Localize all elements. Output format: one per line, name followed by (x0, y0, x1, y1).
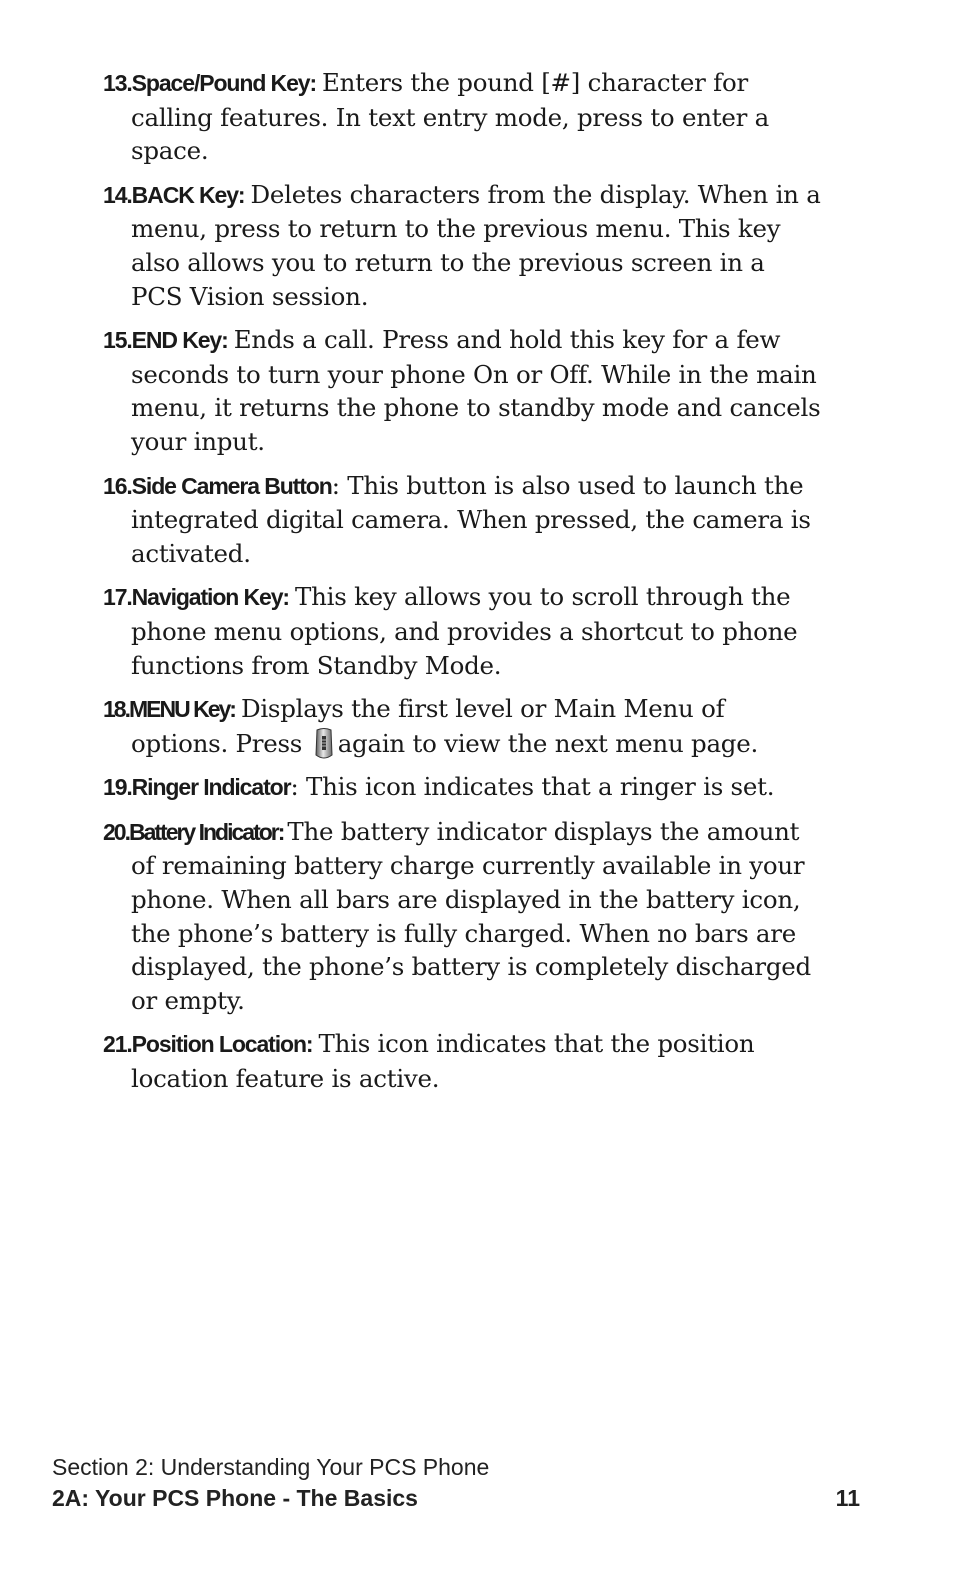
key-descriptions-list (103, 66, 823, 1106)
list-item (103, 1027, 823, 1095)
item-label: 19.Ringer Indicator (103, 774, 291, 801)
item-text: This key allows you to scroll through the phone menu options, and provides a shortcut to phone functions from Standby Mode. (131, 582, 798, 680)
list-item (103, 580, 823, 682)
list-item (103, 469, 823, 571)
item-text: Ends a call. Press and hold this key for a few seconds to turn your phone On or Off. While in the main menu, it returns the phone to standby mode and cancels your input. (131, 325, 821, 456)
item-text: This icon indicates that the position location feature is active. (131, 1029, 755, 1094)
item-label: 14.BACK Key: (103, 181, 245, 208)
item-text: Enters the pound [#] character for calling features. In text entry mode, press to enter a space. (131, 68, 769, 166)
item-text: : This button is also used to launch the integrated digital camera. When pressed, the camera is activated. (131, 470, 811, 568)
item-text-after: again to view the next menu page. (337, 728, 759, 758)
item-label: 15.END Key: (103, 327, 228, 354)
list-item (103, 178, 823, 313)
footer-section-title: Section 2: Understanding Your PCS Phone (52, 1454, 490, 1480)
item-label: 18.MENU Key: (103, 696, 235, 723)
item-label: 16.Side Camera Button (103, 472, 332, 499)
item-text: The battery indicator displays the amount of remaining battery charge currently available in your phone. When all bars are displayed in the battery icon, the phone’s battery is fully charged. When no bars are displayed, the phone’s battery is completely discharged or empty. (131, 816, 811, 1015)
list-item (103, 323, 823, 458)
footer-chapter-title: 2A: Your PCS Phone - The Basics (52, 1485, 418, 1511)
list-item (103, 815, 823, 1018)
item-label: 13.Space/Pound Key: (103, 70, 317, 96)
item-text: : This icon indicates that a ringer is set. (290, 772, 775, 802)
item-label: 20.Battery Indicator: (103, 818, 284, 845)
item-label: 21.Position Location: (103, 1031, 313, 1058)
page-number: 11 (835, 1485, 860, 1511)
menu-key-icon (314, 728, 334, 760)
footer-chapter (52, 1485, 860, 1512)
item-text: Deletes characters from the display. When in a menu, press to return to the previous menu. This key also allows you to return to the previous screen in a PCS Vision session. (131, 179, 821, 311)
item-text: Displays the first level or Main Menu of options. Press (131, 694, 725, 758)
item-label: 17.Navigation Key: (103, 584, 289, 611)
list-item (103, 770, 823, 805)
list-item (103, 66, 823, 168)
list-item (103, 692, 823, 760)
